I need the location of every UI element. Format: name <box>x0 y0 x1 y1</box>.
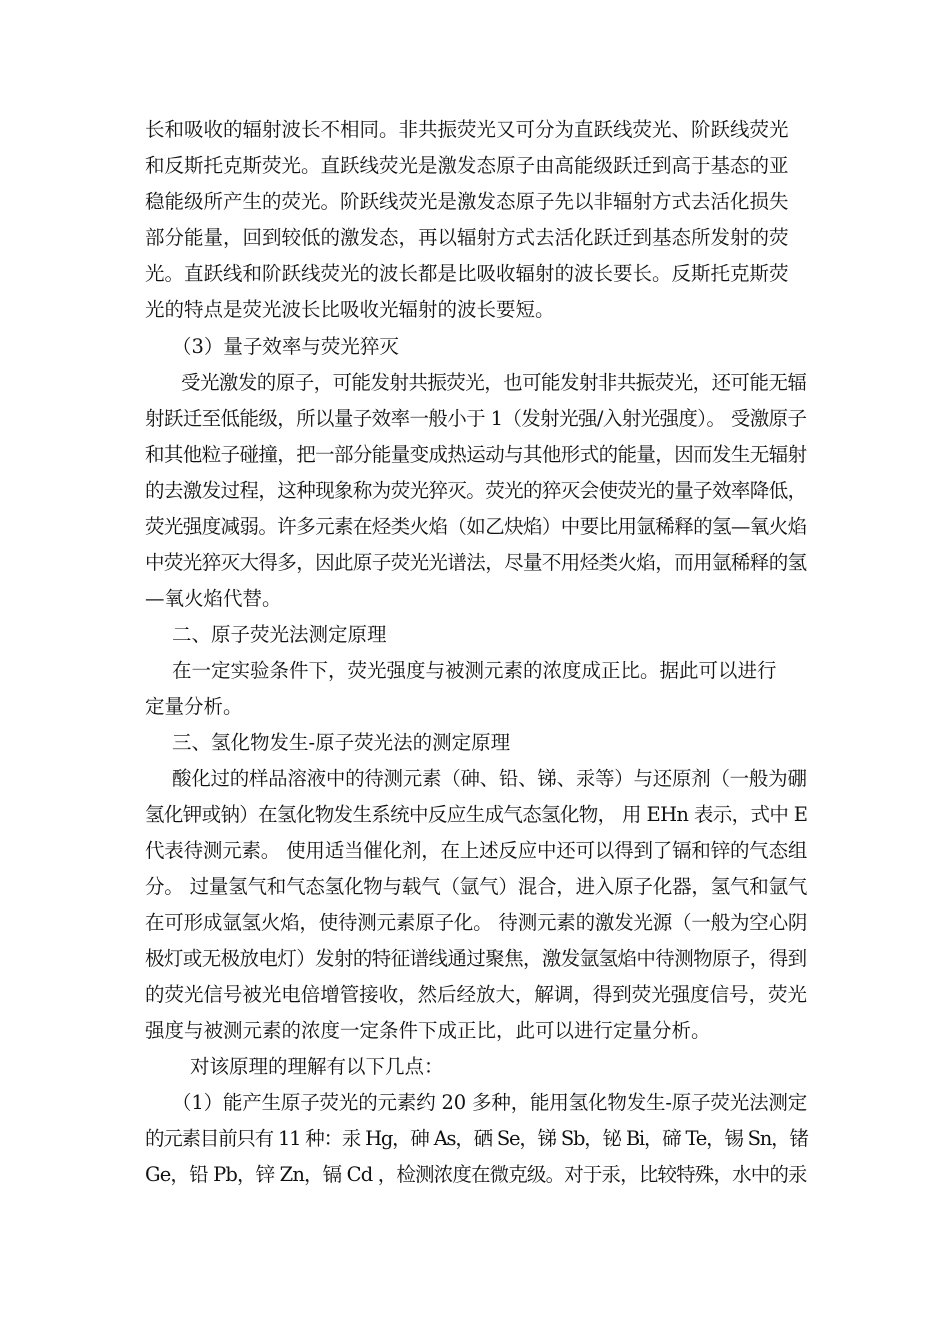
text-line: 光。直跃线和阶跃线荧光的波长都是比吸收辐射的波长要长。反斯托克斯荧 <box>145 262 789 285</box>
text-line: 长和吸收的辐射波长不相同。非共振荧光又可分为直跃线荧光、阶跃线荧光 <box>145 118 789 141</box>
text-line: 极灯或无极放电灯）发射的特征谱线通过聚焦，激发氩氢焰中待测物原子，得到 <box>145 947 807 970</box>
text-line: 分。 过量氢气和气态氢化物与载气（氩气）混合，进入原子化器，氢气和氩气 <box>145 875 808 898</box>
text-line: 代表待测元素。 使用适当催化剂，在上述反应中还可以得到了镉和锌的气态组 <box>145 839 808 862</box>
text-line: Ge，铅 Pb，锌 Zn，镉 Cd ，检测浓度在微克级。对于汞，比较特殊，水中的汞 <box>145 1163 807 1186</box>
text-line: 强度与被测元素的浓度一定条件下成正比，此可以进行定量分析。 <box>145 1019 711 1042</box>
text-line: 和其他粒子碰撞，把一部分能量变成热运动与其他形式的能量，因而发生无辐射 <box>145 443 807 466</box>
text-line: 部分能量，回到较低的激发态，再以辐射方式去活化跃迁到基态所发射的荧 <box>145 226 789 249</box>
section-subheading: （3）量子效率与荧光猝灭 <box>172 335 399 358</box>
text-line: 射跃迁至低能级，所以量子效率一般小于 1（发射光强/入射光强度）。 受激原子 <box>145 407 807 430</box>
section-heading: 三、氢化物发生-原子荧光法的测定原理 <box>172 731 511 754</box>
text-line: 对该原理的理解有以下几点： <box>190 1055 444 1078</box>
text-line: 受光激发的原子，可能发射共振荧光，也可能发射非共振荧光，还可能无辐 <box>181 371 807 394</box>
section-heading: 二、原子荧光法测定原理 <box>172 623 387 646</box>
text-line: 光的特点是荧光波长比吸收光辐射的波长要短。 <box>145 298 555 321</box>
text-line: 氢化钾或钠）在氢化物发生系统中反应生成气态氢化物， 用 EHn 表示，式中 E <box>145 803 808 826</box>
text-line: 中荧光猝灭大得多，因此原子荧光光谱法，尽量不用烃类火焰，而用氩稀释的氢 <box>145 551 807 574</box>
text-line: 的元素目前只有 11 种：汞 Hg，砷 As，硒 Se，锑 Sb，铋 Bi，碲 Te，锡 Sn，锗 <box>145 1127 808 1150</box>
text-line: 的荧光信号被光电倍增管接收，然后经放大，解调，得到荧光强度信号，荧光 <box>145 983 807 1006</box>
text-line: 酸化过的样品溶液中的待测元素（砷、铅、锑、汞等）与还原剂（一般为硼 <box>172 767 807 790</box>
text-line: —氧火焰代替。 <box>145 587 282 610</box>
text-line: 稳能级所产生的荧光。阶跃线荧光是激发态原子先以非辐射方式去活化损失 <box>145 190 789 213</box>
text-line: （1）能产生原子荧光的元素约 20 多种，能用氢化物发生-原子荧光法测定 <box>172 1091 808 1114</box>
text-line: 在一定实验条件下，荧光强度与被测元素的浓度成正比。据此可以进行 <box>172 659 777 682</box>
text-line: 的去激发过程，这种现象称为荧光猝灭。荧光的猝灭会使荧光的量子效率降低， <box>145 479 807 502</box>
text-line: 定量分析。 <box>145 695 243 718</box>
text-line: 和反斯托克斯荧光。直跃线荧光是激发态原子由高能级跃迁到高于基态的亚 <box>145 154 789 177</box>
text-line: 荧光强度减弱。许多元素在烃类火焰（如乙炔焰）中要比用氩稀释的氢—氧火焰 <box>145 515 807 538</box>
text-line: 在可形成氩氢火焰，使待测元素原子化。 待测元素的激发光源（一般为空心阴 <box>145 911 808 934</box>
